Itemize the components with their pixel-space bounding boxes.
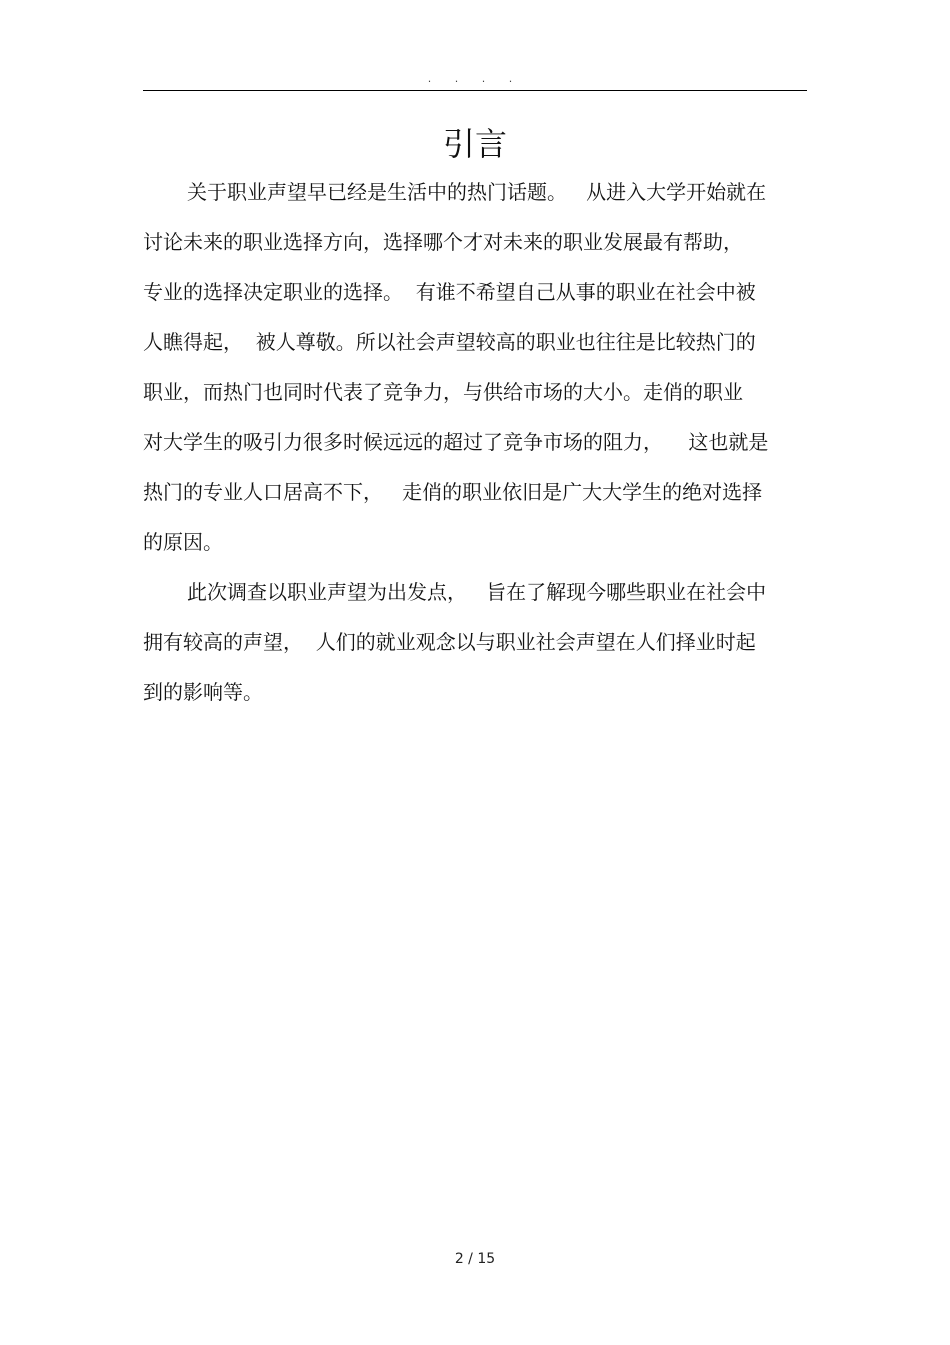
paragraph-line: 人瞧得起， 被人尊敬。所以社会声望较高的职业也往往是比较热门的: [143, 330, 756, 354]
header-dots: . . . .: [427, 72, 523, 85]
paragraph-line: 专业的选择决定职业的选择。 有谁不希望自己从事的职业在社会中被: [143, 280, 756, 304]
paragraph-line: 热门的专业人口居高不下， 走俏的职业依旧是广大大学生的绝对选择: [143, 480, 763, 504]
paragraph-line: 职业，而热门也同时代表了竞争力，与供给市场的大小。走俏的职业: [143, 380, 743, 404]
page-title: 引言: [442, 125, 507, 163]
paragraph-line: 的原因。: [143, 530, 223, 554]
paragraph-line: 对大学生的吸引力很多时候远远的超过了竞争市场的阻力， 这也就是: [143, 430, 769, 454]
paragraph-line: 关于职业声望早已经是生活中的热门话题。 从进入大学开始就在: [187, 180, 767, 204]
paragraph-line: 拥有较高的声望， 人们的就业观念以与职业社会声望在人们择业时起: [143, 630, 756, 654]
header-rule: [143, 90, 807, 91]
paragraph-line: 到的影响等。: [143, 680, 263, 704]
page-number: 2 / 15: [454, 1251, 496, 1267]
paragraph-line: 此次调查以职业声望为出发点， 旨在了解现今哪些职业在社会中: [187, 580, 767, 604]
paragraph-line: 讨论未来的职业选择方向，选择哪个才对未来的职业发展最有帮助，: [143, 230, 743, 254]
